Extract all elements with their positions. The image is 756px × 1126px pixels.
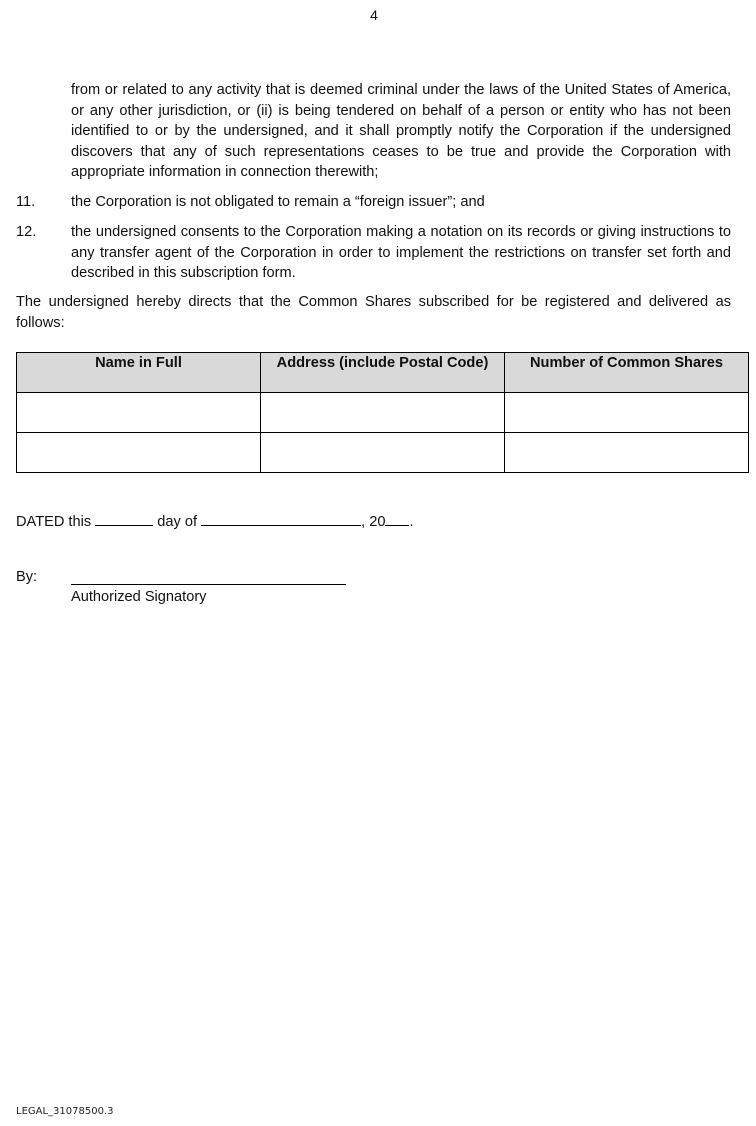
column-header-number-of-shares: Number of Common Shares (505, 353, 749, 393)
name-cell[interactable] (17, 433, 261, 473)
dated-suffix: . (409, 514, 414, 530)
day-blank[interactable] (95, 511, 153, 526)
column-header-address: Address (include Postal Code) (261, 353, 505, 393)
table-header-row (17, 353, 749, 393)
list-item-number: 12. (16, 224, 37, 240)
shares-cell[interactable] (505, 433, 749, 473)
month-blank[interactable] (201, 511, 361, 526)
document-id: LEGAL_31078500.3 (16, 1106, 114, 1117)
address-cell[interactable] (261, 393, 505, 433)
list-item-11 (16, 192, 731, 213)
table-row (17, 433, 749, 473)
by-label: By: (16, 569, 38, 585)
day-of-label: day of (157, 514, 198, 530)
table-row (17, 393, 749, 433)
column-header-name: Name in Full (17, 353, 261, 393)
dated-prefix: DATED this (16, 514, 92, 530)
registration-table (16, 352, 749, 473)
signature-caption: Authorized Signatory (71, 589, 207, 605)
address-cell[interactable] (261, 433, 505, 473)
shares-cell[interactable] (505, 393, 749, 433)
name-cell[interactable] (17, 393, 261, 433)
list-item-number: 11. (16, 194, 36, 210)
page-number: 4 (370, 7, 378, 23)
dated-line (16, 511, 414, 530)
list-item-text: the Corporation is not obligated to remain a “foreign issuer”; and (71, 194, 485, 210)
year-blank[interactable] (385, 511, 409, 526)
list-item-12 (16, 222, 731, 284)
signature-line[interactable] (71, 584, 346, 585)
list-item-text: the undersigned consents to the Corporation making a notation on its records or giving instructions to any transfer agent of the Corporation in order to implement the restrictions on transfer set forth and described in this subscription form. (71, 224, 731, 282)
year-prefix: , 20 (361, 514, 386, 530)
continuation-paragraph: from or related to any activity that is deemed criminal under the laws of the United States of America, or any other jurisdiction, or (ii) is being tendered on behalf of a person or entity who has not been identified to or by the undersigned, and it shall promptly notify the Corporation if the undersigned discovers that any of such representations ceases to be true and provide the Corporation with appropriate information in connection therewith; (71, 82, 731, 181)
registration-directions: The undersigned hereby directs that the Common Shares subscribed for be registered and delivered as follows: (16, 294, 731, 331)
